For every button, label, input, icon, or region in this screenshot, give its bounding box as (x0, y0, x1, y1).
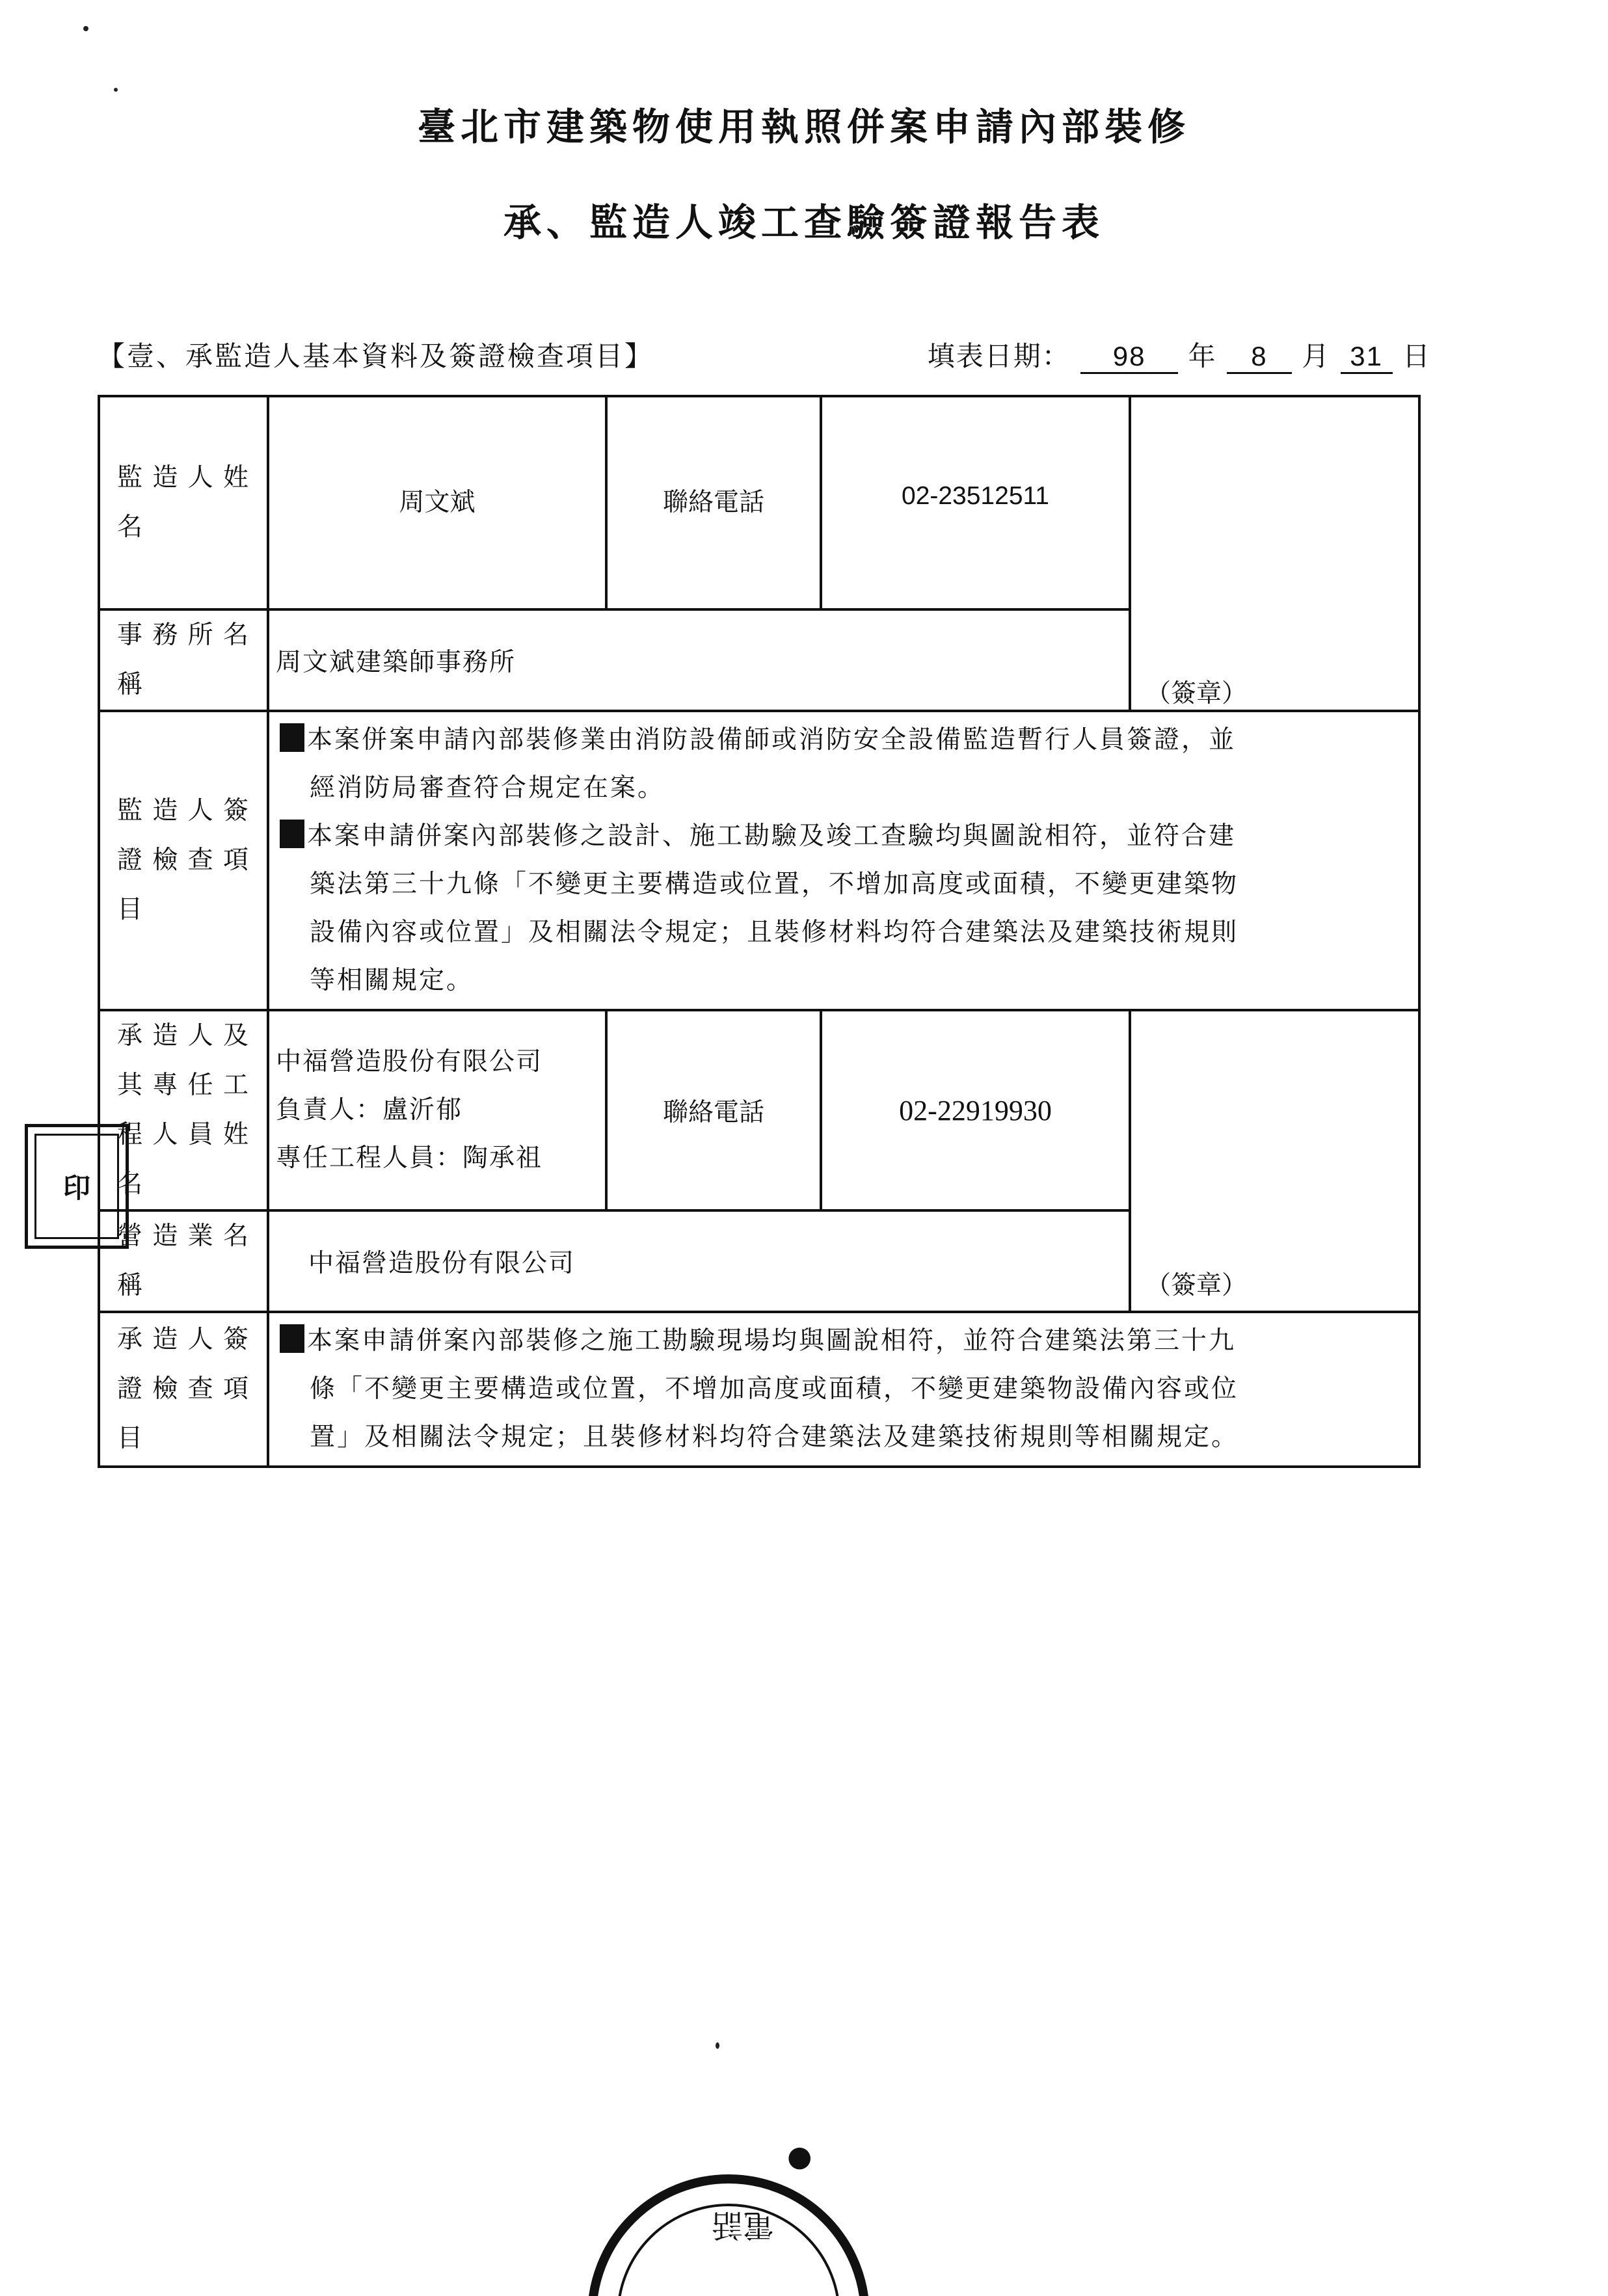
section-heading: 【壹、承監造人基本資料及簽證檢查項目】 (98, 340, 654, 372)
fill-date-month: 8 (1227, 341, 1292, 374)
check-item-2-cont-3: 等相關規定。 (310, 966, 474, 995)
supervisor-name: 周文斌 (268, 396, 606, 609)
contractor-responsible: 負責人：盧沂郁 (276, 1095, 463, 1125)
contractor-check-item: 本案申請併案內部裝修之施工勘驗現場均與圖說相符，並符合建築法第三十九 (280, 1317, 1408, 1365)
document-title-line2: 承、監造人竣工查驗簽證報告表 (503, 200, 1105, 245)
round-stamp-icon (572, 2101, 872, 2296)
contractor-check-row (99, 1312, 1419, 1467)
contractor-company: 中福營造股份有限公司 (276, 1047, 543, 1076)
firm-label: 營造業名稱 (99, 1210, 268, 1312)
contractor-check-label: 承造人簽證檢查項目 (99, 1312, 268, 1467)
svg-text:電話: 電話 (711, 2207, 774, 2243)
supervisor-name-row (99, 396, 1419, 609)
filled-checkbox-icon (280, 1324, 304, 1353)
fill-date-year-unit: 年 (1188, 340, 1217, 372)
fill-date (928, 335, 1431, 374)
fill-date-month-unit: 月 (1302, 340, 1331, 372)
fill-date-year: 98 (1080, 341, 1178, 374)
seal-inner: 印 (34, 1134, 119, 1239)
speck (716, 2042, 719, 2049)
contractor-name-row (99, 1010, 1419, 1210)
supervisor-stamp-label: （簽章） (1146, 679, 1248, 708)
fill-date-label: 填表日期： (927, 340, 1071, 372)
contractor-phone-label: 聯絡電話 (606, 1010, 821, 1210)
supervisor-check-label: 監造人簽證檢查項目 (99, 711, 268, 1010)
office-name: 周文斌建築師事務所 (268, 609, 1130, 711)
supervisor-phone: 02-23512511 (821, 396, 1130, 609)
supervisor-phone-label: 聯絡電話 (606, 396, 821, 609)
speck (83, 26, 88, 31)
office-label: 事務所名稱 (99, 609, 268, 711)
contractor-stamp-cell (1130, 1010, 1419, 1312)
contractor-name-label: 承造人及其專任工程人員姓名 (99, 1010, 268, 1210)
report-form-table (98, 395, 1421, 1468)
speck (114, 88, 118, 92)
header-row (98, 335, 1431, 374)
round-stamp (572, 2101, 872, 2296)
square-seal-stamp (25, 1124, 129, 1249)
check-item-1: 本案併案申請內部裝修業由消防設備師或消防安全設備監造暫行人員簽證，並 (280, 716, 1408, 764)
check-item-2-cont-2: 設備內容或位置」及相關法令規定；且裝修材料均符合建築法及建築技術規則 (310, 918, 1239, 947)
check-item-2-cont-1: 築法第三十九條「不變更主要構造或位置，不增加高度或面積，不變更建築物 (310, 870, 1239, 899)
svg-text:●: ● (787, 2140, 812, 2173)
document-title-line1: 臺北市建築物使用執照併案申請內部裝修 (417, 105, 1190, 149)
contractor-check-items (268, 1312, 1419, 1467)
filled-checkbox-icon (280, 820, 304, 848)
contractor-engineer: 專任工程人員：陶承祖 (276, 1143, 543, 1173)
supervisor-check-items (268, 711, 1419, 1010)
filled-checkbox-icon (280, 723, 304, 752)
contractor-stamp-label: （簽章） (1146, 1271, 1248, 1300)
firm-name: 中福營造股份有限公司 (268, 1210, 1130, 1312)
fill-date-day: 31 (1341, 341, 1393, 374)
check-item-1-cont: 經消防局審查符合規定在案。 (310, 773, 665, 803)
supervisor-stamp-cell (1130, 396, 1419, 711)
supervisor-name-label: 監造人姓名 (99, 396, 268, 609)
contractor-check-cont-1: 條「不變更主要構造或位置，不增加高度或面積，不變更建築物設備內容或位 (310, 1374, 1239, 1404)
fill-date-day-unit: 日 (1402, 340, 1431, 372)
contractor-phone: 02-22919930 (821, 1010, 1130, 1210)
contractor-people (268, 1010, 606, 1210)
contractor-check-cont-2: 置」及相關法令規定；且裝修材料均符合建築法及建築技術規則等相關規定。 (310, 1422, 1239, 1452)
supervisor-check-row (99, 711, 1419, 1010)
check-item-2: 本案申請併案內部裝修之設計、施工勘驗及竣工查驗均與圖說相符，並符合建 (280, 812, 1408, 861)
